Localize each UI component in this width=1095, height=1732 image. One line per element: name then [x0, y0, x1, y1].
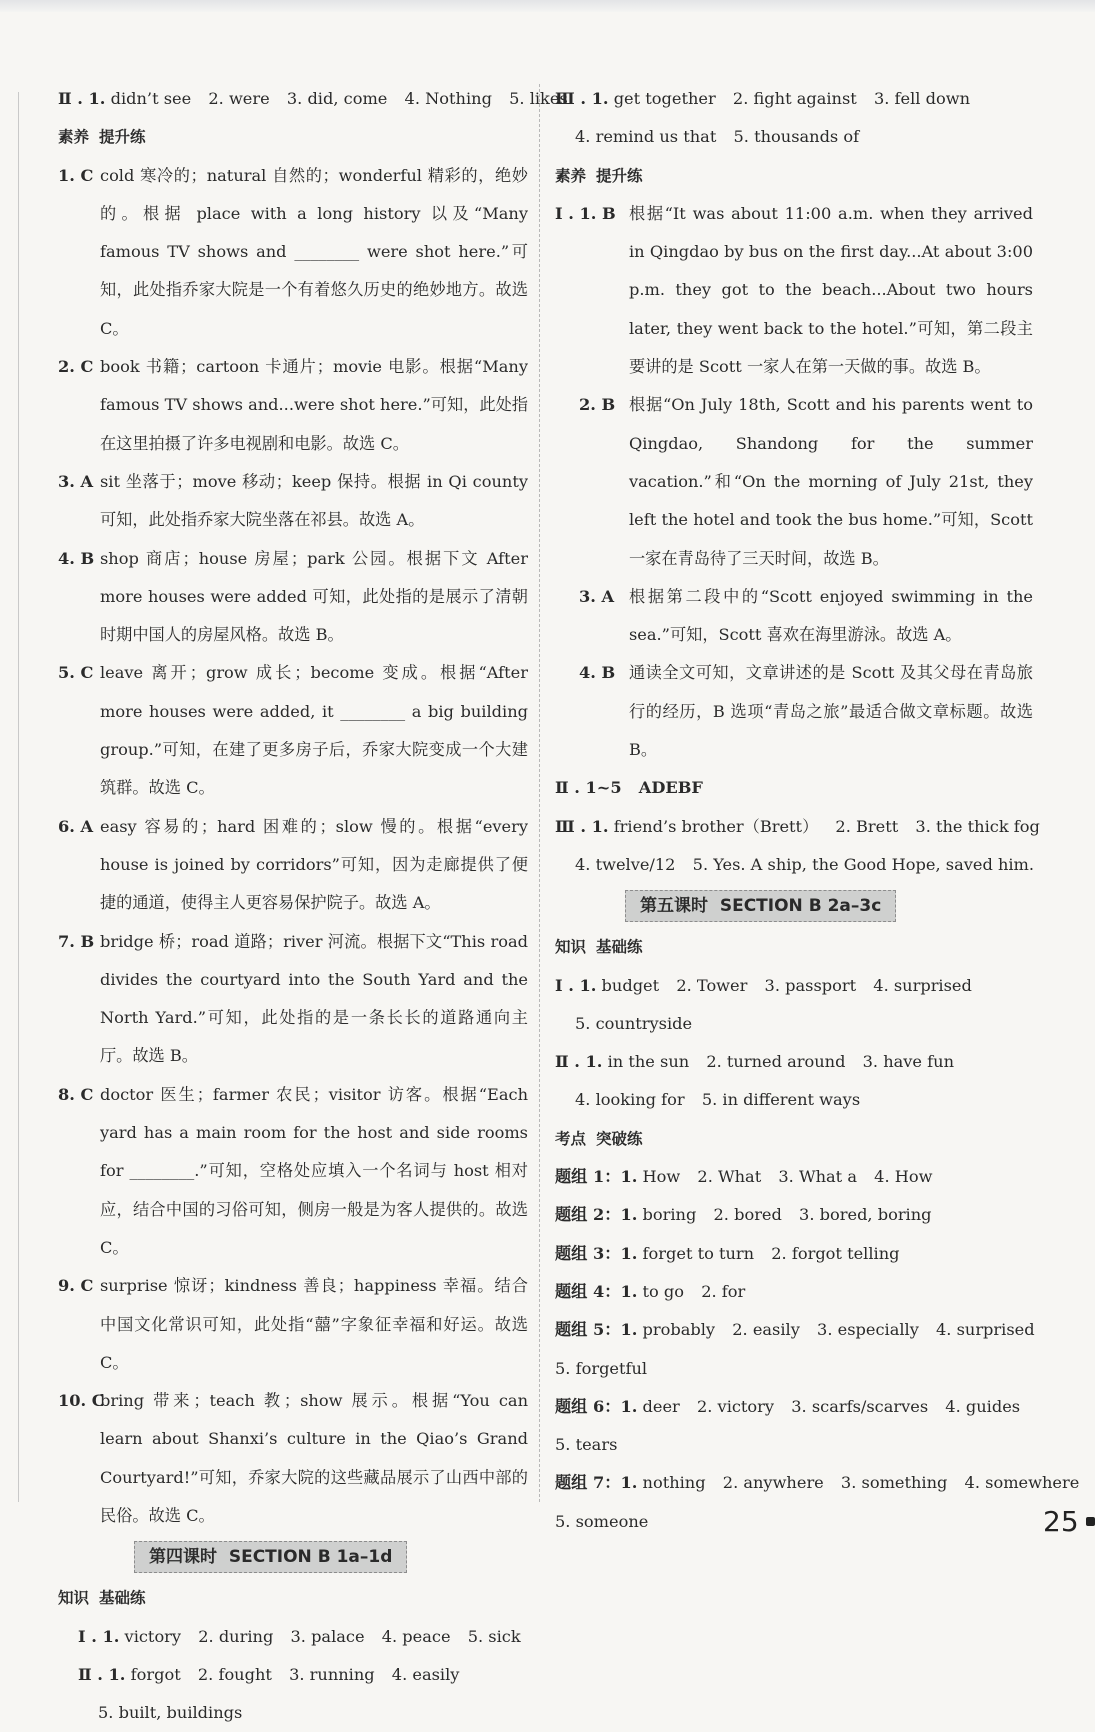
answer-row-r-s3b: Ⅲ . 1. friend’s brother（Brett） 2. Brett 3. the thick fog — [555, 816, 1040, 836]
heading-kaodian: 考点 突破练 — [555, 1129, 643, 1148]
explanation-item: 9. C surprise 惊讶；kindness 善良；happiness 幸福。结合中国文化常识可知，此处指“囍”字象征幸福和好运。故选 C。 — [58, 1276, 528, 1372]
answer-row-s3: Ⅲ . 1. get together 2. fight against 3. fell down — [555, 89, 971, 108]
answer-row-s2-cont: 5. built, buildings — [98, 1703, 243, 1723]
group-row-cont: 5. tears — [555, 1435, 618, 1455]
group-row-cont: 5. someone — [555, 1511, 649, 1531]
explanation-item: 2. B 根据“On July 18th, Scott and his parents went to Qingdao, Shandong for the summer vacation.”和“On the morning of July 21st, they left the hotel and took the bus home.”可知，Scott 一家在青岛待了三天时间，故选 B。 — [579, 395, 1033, 568]
lesson-banner-5: 第五课时 SECTION B 2a–3c — [625, 890, 896, 922]
group-row: 题组 4：1. to go 2. for — [555, 1281, 746, 1301]
explanation-item: 1. C cold 寒冷的；natural 自然的；wonderful 精彩的，绝妙的。根据 place with a long history 以及“Many famous TV shows and ________ were shot here.”可知，此处指乔家大院是一个有着悠久历史的绝妙地方。故选 C。 — [58, 165, 528, 338]
answer-row-s1: Ⅰ . 1. victory 2. during 3. palace 4. peace 5. sick — [78, 1626, 521, 1646]
explanation-item: 5. C leave 离开；grow 成长；become 变成。根据“After more houses were added, it ________ a big building group.”可知，在建了更多房子后，乔家大院变成一个大建筑群。故选 C。 — [58, 663, 528, 798]
answer-row-k2-cont: 4. looking for 5. in different ways — [575, 1090, 861, 1110]
group-row: 题组 2：1. boring 2. bored 3. bored, boring — [555, 1205, 932, 1225]
explanation-item: Ⅰ . 1. B 根据“It was about 11:00 a.m. when they arrived in Qingdao by bus on the first day...At about 3:00 p.m. they got to the beach...About two hours later, they went back to the hotel.”可知，第二段主要讲的是 Scott 一家人在第一天做的事。故选 B。 — [555, 203, 1033, 377]
group-row: 题组 1：1. How 2. What 3. What a 4. How — [555, 1167, 933, 1187]
group-row-cont: 5. forgetful — [555, 1358, 648, 1378]
column-divider — [539, 84, 540, 1502]
explanation-item: 3. A sit 坐落于；move 移动；keep 保持。根据 in Qi county 可知，此处指乔家大院坐落在祁县。故选 A。 — [58, 471, 528, 530]
group-row: 题组 6：1. deer 2. victory 3. scarfs/scarves 4. guides — [555, 1396, 1021, 1416]
lesson-banner-4: 第四课时 SECTION B 1a–1d — [134, 1541, 407, 1573]
explanation-item: 4. B 通读全文可知，文章讲述的是 Scott 及其父母在青岛旅行的经历，B 选项“青岛之旅”最适合做文章标题。故选 B。 — [579, 663, 1033, 760]
explanation-item: 7. B bridge 桥；road 道路；river 河流。根据下文“This road divides the courtyard into the South Yard and the North Yard.”可知，此处指的是一条长长的道路通向主厅。故选 B。 — [58, 931, 528, 1066]
left-column — [58, 80, 568, 1732]
page-top-edge — [0, 0, 1095, 12]
answer-row-s2: Ⅱ . 1. forgot 2. fought 3. running 4. easily — [78, 1664, 460, 1684]
explanation-item: 10. C bring 带来；teach 教；show 展示。根据“You can learn about Shanxi’s culture in the Qiao’s Grand Courtyard!”可知，乔家大院的这些藏品展示了山西中部的民俗。故选 C。 — [58, 1391, 528, 1525]
answer-row-section2: Ⅱ . 1. didn’t see 2. were 3. did, come 4. Nothing 5. likes — [58, 89, 568, 108]
page-number: 25 — [1043, 1505, 1079, 1538]
left-margin-line — [18, 92, 19, 1502]
explanation-item: 4. B shop 商店；house 房屋；park 公园。根据下文 After more houses were added 可知，此处指的是展示了清朝时期中国人的房屋风格。故选 B。 — [58, 548, 528, 645]
heading-suyang-right: 素养 提升练 — [555, 166, 643, 185]
answer-row-k1: Ⅰ . 1. budget 2. Tower 3. passport 4. surprised — [555, 975, 972, 995]
group-row: 题组 5：1. probably 2. easily 3. especially 4. surprised — [555, 1320, 1035, 1340]
group-row: 题组 3：1. forget to turn 2. forgot telling — [555, 1243, 900, 1263]
answer-row-k2: Ⅱ . 1. in the sun 2. turned around 3. have fun — [555, 1052, 954, 1072]
heading-zhishi: 知识 基础练 — [58, 1589, 146, 1608]
answer-row-k1-cont: 5. countryside — [575, 1013, 693, 1033]
group-row: 题组 7：1. nothing 2. anywhere 3. something 4. somewhere — [555, 1473, 1080, 1493]
explanation-item: 3. A 根据第二段中的“Scott enjoyed swimming in the sea.”可知，Scott 喜欢在海里游泳。故选 A。 — [579, 586, 1033, 645]
answer-row-s3-cont: 4. remind us that 5. thousands of — [575, 127, 860, 147]
heading-zhishi-right: 知识 基础练 — [555, 938, 643, 957]
right-column — [555, 80, 1080, 1541]
answer-row-r-s3b-cont: 4. twelve/12 5. Yes. A ship, the Good Hope, saved him. — [575, 854, 1035, 874]
heading-suyang: 素养 提升练 — [58, 128, 146, 147]
answer-row-r-s2: Ⅱ . 1~5 ADEBF — [555, 778, 703, 798]
explanation-item: 2. C book 书籍；cartoon 卡通片；movie 电影。根据“Many famous TV shows and...were shot here.”可知，此处指在这里拍摄了许多电视剧和电影。故选 C。 — [58, 357, 528, 453]
explanation-item: 6. A easy 容易的；hard 困难的；slow 慢的。根据“every house is joined by corridors”可知，因为走廊提供了便捷的通道，使得主人更容易保护院子。故选 A。 — [58, 816, 528, 913]
explanation-item: 8. C doctor 医生；farmer 农民；visitor 访客。根据“Each yard has a main room for the host and side rooms for ________.”可知，空格处应填入一个名词与 host 相对应，结合中国的习俗可知，侧房一般是为客人提供的。故选 C。 — [58, 1084, 528, 1257]
